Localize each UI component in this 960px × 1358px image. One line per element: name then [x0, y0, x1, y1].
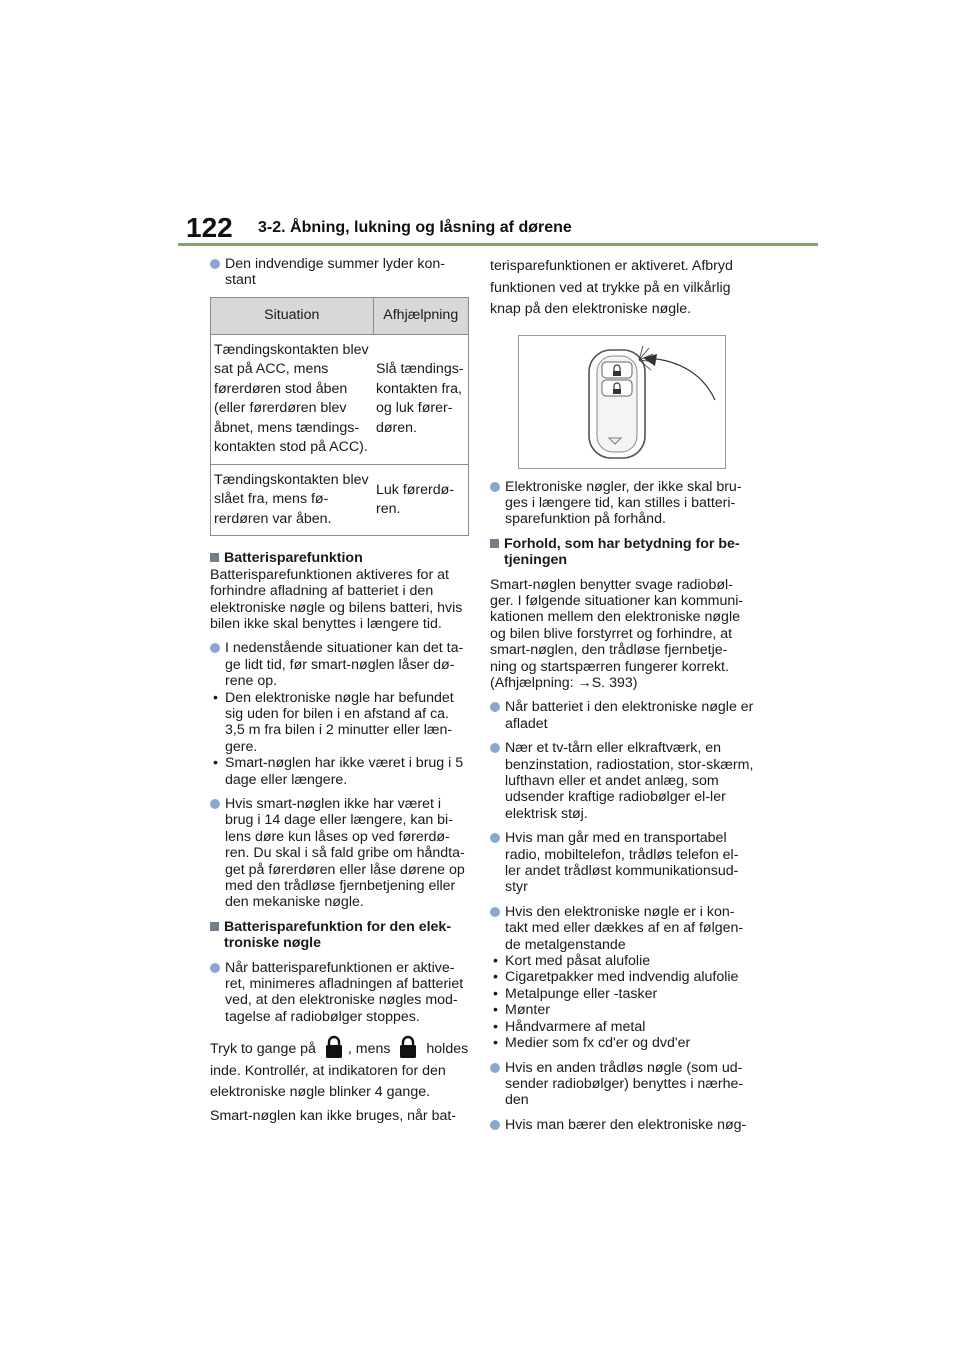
paragraph-battery-save: Batterisparefunktionen aktiveres for at forhindre afladning af batteriet i den elektroniske nøgle og bilens batteri, hvis bilen ikke skal benyttes i længere tid. [210, 566, 463, 632]
press-text-d: inde. Kontrollér, at indikatoren for den elektroniske nøgle blinker 4 gange. [210, 1062, 446, 1101]
table-cell-remedy: Slå tændings-kontakten fra, og luk fører-døren. [373, 334, 469, 464]
bullet-delay: I nedenstående situationer kan det ta-ge lidt tid, før smart-nøglen låser dø-rene op. [210, 640, 472, 689]
key-illustration [518, 335, 726, 469]
press-text-b: , mens [347, 1041, 391, 1058]
list-item: • Mønter [490, 1002, 754, 1018]
press-text-c: holdes [426, 1041, 469, 1058]
sub-list-delay [210, 690, 472, 788]
smart-key-icon [519, 336, 725, 468]
bullet-tv-tower: Nær et tv-tårn eller elkraftværk, en benzinstation, radiostation, stor-skærm, lufthavn eller et andet anlæg, som udsender kraftige radiobølger el-ler elektrisk støj. [490, 740, 754, 822]
lock-icon [324, 1035, 344, 1059]
bullet-carry: Hvis man bærer den elektroniske nøg- [490, 1117, 754, 1133]
remedy-table [210, 297, 469, 537]
paragraph-continuation: terisparefunktionen er aktiveret. Afbryd funktionen ved at trykke på en vilkårlig knap på den elektroniske nøgle. [490, 258, 733, 317]
section-title: 3-2. Åbning, lukning og låsning af dørene [258, 219, 572, 236]
header-rule [178, 243, 818, 246]
paragraph-conditions: Smart-nøglen benytter svage radiobøl-ger. I følgende situationer kan kommuni-kationen mellem den elektroniske nøgle og bilen blive forstyrret og forhindre, at smart-nøglen, den trådløse fjernbetje-ning og startspærren fungerer korrekt. (Afhjælpning: →S. 393) [490, 576, 744, 691]
bullet-metal: Hvis den elektroniske nøgle er i kon-takt med eller dækkes af en af følgen-de metalgenstande [490, 904, 754, 953]
table-cell-situation: Tændingskontakten blev slået fra, mens fø-rerdøren var åben. [211, 464, 374, 536]
list-item: • Cigaretpakker med indvendig alufolie [490, 969, 754, 985]
table-row [211, 334, 469, 464]
table-cell-situation: Tændingskontakten blev sat på ACC, mens førerdøren stod åben (eller førerdøren blev åbnet, mens tændings-kontakten stod på ACC). [211, 334, 374, 464]
bullet-14-days: Hvis smart-nøglen ikke har været i brug i 14 dage eller længere, kan bi-lens døre kun låses op ved førerdø-ren. Du skal i så fald gribe om håndta-get på førerdøren eller låse dørene op med den trådløse fjernbetjening eller den mekaniske nøgle. [210, 796, 472, 911]
table-header-situation: Situation [211, 297, 374, 334]
table-row [211, 464, 469, 536]
page-number: 122 [186, 212, 233, 243]
press-text-a: Tryk to gange på [210, 1041, 316, 1058]
paragraph-cannot-use: Smart-nøglen kan ikke bruges, når bat- [210, 1107, 457, 1124]
list-item: • Medier som fx cd'er og dvd'er [490, 1035, 754, 1051]
bullet-summer: Den indvendige summer lyder kon-stant [210, 256, 472, 289]
bullet-prepare: Elektroniske nøgler, der ikke skal bru-ges i længere tid, kan stilles i batteri-sparefunktion på forhånd. [490, 479, 754, 528]
left-column [210, 256, 472, 1129]
press-instruction [210, 1035, 472, 1104]
heading-battery-save: Batterisparefunktion [210, 550, 472, 566]
list-item: • Den elektroniske nøgle har befundet sig uden for bilen i en afstand af ca. 3,5 m fra bilen i 2 minutter eller læn-gere. [210, 690, 472, 756]
table-cell-remedy: Luk førerdø-ren. [373, 464, 469, 536]
heading-key-battery-save: Batterisparefunktion for den elek-troniske nøgle [210, 919, 472, 952]
bullet-battery-flat: Når batteriet i den elektroniske nøgle er afladet [490, 699, 754, 732]
table-header-remedy: Afhjælpning [373, 297, 469, 334]
list-item: • Metalpunge eller -tasker [490, 986, 754, 1002]
bullet-other-key: Hvis en anden trådløs nøgle (som ud-sender radiobølger) benyttes i nærhe-den [490, 1060, 754, 1109]
heading-conditions: Forhold, som har betydning for be-tjeningen [490, 536, 754, 569]
sub-list-metal [490, 953, 754, 1051]
unlock-icon [398, 1035, 418, 1059]
list-item: • Kort med påsat alufolie [490, 953, 754, 969]
bullet-radio: Hvis man går med en transportabel radio, mobiltelefon, trådløs telefon el-ler andet trådløst kommunikationsud-styr [490, 830, 754, 896]
bullet-minimize: Når batterisparefunktionen er aktive-ret, minimeres afladningen af batteriet ved, at den elektroniske nøgles mod-tagelse af radiobølger stoppes. [210, 960, 472, 1026]
list-item: • Håndvarmere af metal [490, 1019, 754, 1035]
right-column [490, 256, 754, 1141]
list-item: • Smart-nøglen har ikke været i brug i 5 dage eller længere. [210, 755, 472, 788]
